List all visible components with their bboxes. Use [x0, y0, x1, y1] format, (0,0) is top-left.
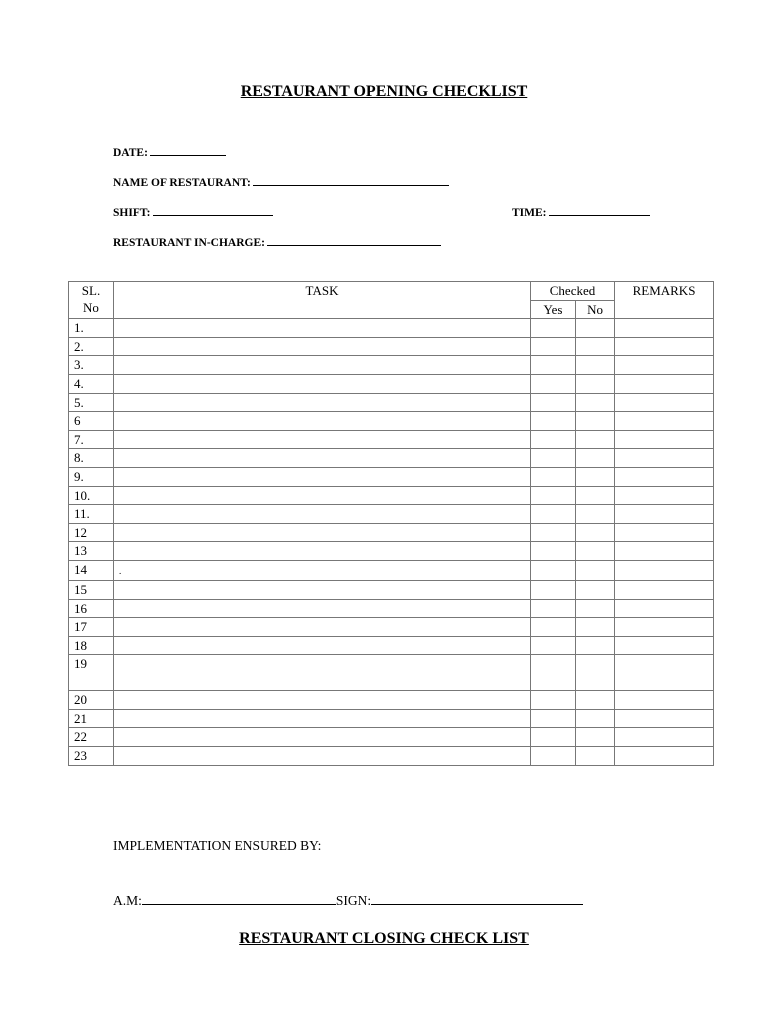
yes-cell[interactable]	[531, 505, 576, 524]
date-label: DATE:	[113, 147, 148, 159]
yes-cell[interactable]	[531, 709, 576, 728]
task-cell[interactable]	[114, 728, 531, 747]
table-row	[69, 655, 714, 691]
yes-cell[interactable]	[531, 655, 576, 691]
task-cell[interactable]	[114, 655, 531, 691]
table-row	[69, 430, 714, 449]
row-number: 17	[69, 618, 114, 637]
no-cell[interactable]	[576, 467, 615, 486]
remarks-cell[interactable]	[615, 560, 714, 580]
restaurant-name-field	[113, 174, 449, 189]
table-row	[69, 560, 714, 580]
no-cell[interactable]	[576, 618, 615, 637]
row-number: 14	[69, 560, 114, 580]
remarks-cell[interactable]	[615, 337, 714, 356]
no-cell[interactable]	[576, 356, 615, 375]
no-cell[interactable]	[576, 709, 615, 728]
yes-cell[interactable]	[531, 319, 576, 338]
table-row	[69, 449, 714, 468]
remarks-cell[interactable]	[615, 691, 714, 710]
table-row	[69, 412, 714, 431]
task-cell[interactable]	[114, 449, 531, 468]
no-cell[interactable]	[576, 393, 615, 412]
table-row	[69, 747, 714, 766]
yes-cell[interactable]	[531, 618, 576, 637]
header-sl-line2: No	[83, 300, 99, 315]
time-field	[512, 204, 650, 219]
task-cell[interactable]	[114, 374, 531, 393]
remarks-cell[interactable]	[615, 599, 714, 618]
table-row	[69, 580, 714, 599]
restaurant-name-blank[interactable]	[253, 174, 449, 186]
task-cell[interactable]	[114, 319, 531, 338]
yes-cell[interactable]	[531, 467, 576, 486]
no-cell[interactable]	[576, 655, 615, 691]
signature-line	[113, 892, 583, 909]
remarks-cell[interactable]	[615, 467, 714, 486]
row-number: 22	[69, 728, 114, 747]
yes-cell[interactable]	[531, 412, 576, 431]
remarks-cell[interactable]	[615, 747, 714, 766]
no-cell[interactable]	[576, 636, 615, 655]
row-number: 18	[69, 636, 114, 655]
restaurant-name-label: NAME OF RESTAURANT:	[113, 177, 251, 189]
yes-cell[interactable]	[531, 542, 576, 561]
am-blank[interactable]	[142, 892, 336, 905]
no-cell[interactable]	[576, 728, 615, 747]
task-cell[interactable]	[114, 393, 531, 412]
yes-cell[interactable]	[531, 636, 576, 655]
no-cell[interactable]	[576, 691, 615, 710]
row-number: 7.	[69, 430, 114, 449]
row-number: 11.	[69, 505, 114, 524]
document-title: RESTAURANT OPENING CHECKLIST	[240, 83, 528, 100]
table-row	[69, 393, 714, 412]
task-cell[interactable]	[114, 747, 531, 766]
row-number: 10.	[69, 486, 114, 505]
row-number: 16	[69, 599, 114, 618]
header-sl-line1: SL.	[81, 283, 101, 298]
yes-cell[interactable]	[531, 580, 576, 599]
yes-cell[interactable]	[531, 374, 576, 393]
row-number: 15	[69, 580, 114, 599]
am-label: A.M:	[113, 893, 142, 908]
row-number: 12	[69, 523, 114, 542]
task-cell[interactable]	[114, 599, 531, 618]
shift-blank[interactable]	[153, 204, 273, 216]
yes-cell[interactable]	[531, 486, 576, 505]
task-cell[interactable]	[114, 467, 531, 486]
row-number: 19	[69, 655, 114, 691]
task-cell[interactable]	[114, 523, 531, 542]
task-cell[interactable]	[114, 618, 531, 637]
row-number: 21	[69, 709, 114, 728]
no-cell[interactable]	[576, 505, 615, 524]
in-charge-label: RESTAURANT IN-CHARGE:	[113, 237, 265, 249]
yes-cell[interactable]	[531, 356, 576, 375]
no-cell[interactable]	[576, 337, 615, 356]
no-cell[interactable]	[576, 599, 615, 618]
remarks-cell[interactable]	[615, 523, 714, 542]
sign-blank[interactable]	[371, 892, 583, 905]
table-row	[69, 337, 714, 356]
in-charge-field	[113, 234, 441, 249]
header-remarks: REMARKS	[615, 282, 714, 319]
remarks-cell[interactable]	[615, 393, 714, 412]
yes-cell[interactable]	[531, 691, 576, 710]
remarks-cell[interactable]	[615, 412, 714, 431]
table-row	[69, 374, 714, 393]
task-cell[interactable]	[114, 337, 531, 356]
row-number: 13	[69, 542, 114, 561]
no-cell[interactable]	[576, 486, 615, 505]
task-cell[interactable]	[114, 412, 531, 431]
row-number: 8.	[69, 449, 114, 468]
remarks-cell[interactable]	[615, 709, 714, 728]
table-row	[69, 709, 714, 728]
row-number: 9.	[69, 467, 114, 486]
task-cell[interactable]	[114, 542, 531, 561]
table-row	[69, 599, 714, 618]
table-row	[69, 356, 714, 375]
task-cell[interactable]	[114, 430, 531, 449]
task-cell[interactable]	[114, 505, 531, 524]
task-cell[interactable]	[114, 560, 531, 580]
task-cell[interactable]	[114, 691, 531, 710]
row-number: 3.	[69, 356, 114, 375]
header-yes: Yes	[531, 300, 576, 319]
yes-cell[interactable]	[531, 393, 576, 412]
no-cell[interactable]	[576, 580, 615, 599]
no-cell[interactable]	[576, 319, 615, 338]
task-mark: .	[119, 565, 122, 576]
table-row	[69, 728, 714, 747]
table-row	[69, 523, 714, 542]
date-blank[interactable]	[150, 144, 226, 156]
row-number: 4.	[69, 374, 114, 393]
remarks-cell[interactable]	[615, 728, 714, 747]
remarks-cell[interactable]	[615, 636, 714, 655]
remarks-cell[interactable]	[615, 430, 714, 449]
no-cell[interactable]	[576, 430, 615, 449]
yes-cell[interactable]	[531, 523, 576, 542]
date-field	[113, 144, 226, 159]
remarks-cell[interactable]	[615, 356, 714, 375]
no-cell[interactable]	[576, 449, 615, 468]
yes-cell[interactable]	[531, 560, 576, 580]
table-row	[69, 636, 714, 655]
remarks-cell[interactable]	[615, 374, 714, 393]
remarks-cell[interactable]	[615, 655, 714, 691]
no-cell[interactable]	[576, 542, 615, 561]
task-cell[interactable]	[114, 580, 531, 599]
row-number: 5.	[69, 393, 114, 412]
table-row	[69, 319, 714, 338]
header-sl-no	[69, 282, 114, 319]
remarks-cell[interactable]	[615, 618, 714, 637]
table-row	[69, 467, 714, 486]
remarks-cell[interactable]	[615, 319, 714, 338]
in-charge-blank[interactable]	[267, 234, 441, 246]
yes-cell[interactable]	[531, 728, 576, 747]
row-number: 20	[69, 691, 114, 710]
no-cell[interactable]	[576, 374, 615, 393]
table-row	[69, 542, 714, 561]
row-number: 6	[69, 412, 114, 431]
yes-cell[interactable]	[531, 747, 576, 766]
implementation-label: IMPLEMENTATION ENSURED BY:	[113, 838, 322, 853]
header-checked: Checked	[531, 282, 615, 301]
task-cell[interactable]	[114, 636, 531, 655]
no-cell[interactable]	[576, 523, 615, 542]
table-row	[69, 486, 714, 505]
task-cell[interactable]	[114, 709, 531, 728]
sign-label: SIGN:	[335, 893, 372, 908]
closing-title: RESTAURANT CLOSING CHECK LIST	[239, 930, 529, 947]
shift-label: SHIFT:	[113, 207, 151, 219]
table-row	[69, 505, 714, 524]
task-cell[interactable]	[114, 356, 531, 375]
task-cell[interactable]	[114, 486, 531, 505]
remarks-cell[interactable]	[615, 486, 714, 505]
row-number: 23	[69, 747, 114, 766]
header-no: No	[576, 300, 615, 319]
table-row	[69, 691, 714, 710]
no-cell[interactable]	[576, 412, 615, 431]
no-cell[interactable]	[576, 747, 615, 766]
yes-cell[interactable]	[531, 337, 576, 356]
time-label: TIME:	[512, 207, 547, 219]
remarks-cell[interactable]	[615, 580, 714, 599]
row-number: 2.	[69, 337, 114, 356]
header-task: TASK	[114, 282, 531, 319]
shift-field	[113, 204, 273, 219]
yes-cell[interactable]	[531, 599, 576, 618]
table-row	[69, 618, 714, 637]
no-cell[interactable]	[576, 560, 615, 580]
row-number: 1.	[69, 319, 114, 338]
checklist-table	[68, 281, 714, 766]
yes-cell[interactable]	[531, 449, 576, 468]
time-blank[interactable]	[549, 204, 650, 216]
remarks-cell[interactable]	[615, 542, 714, 561]
remarks-cell[interactable]	[615, 505, 714, 524]
remarks-cell[interactable]	[615, 449, 714, 468]
yes-cell[interactable]	[531, 430, 576, 449]
